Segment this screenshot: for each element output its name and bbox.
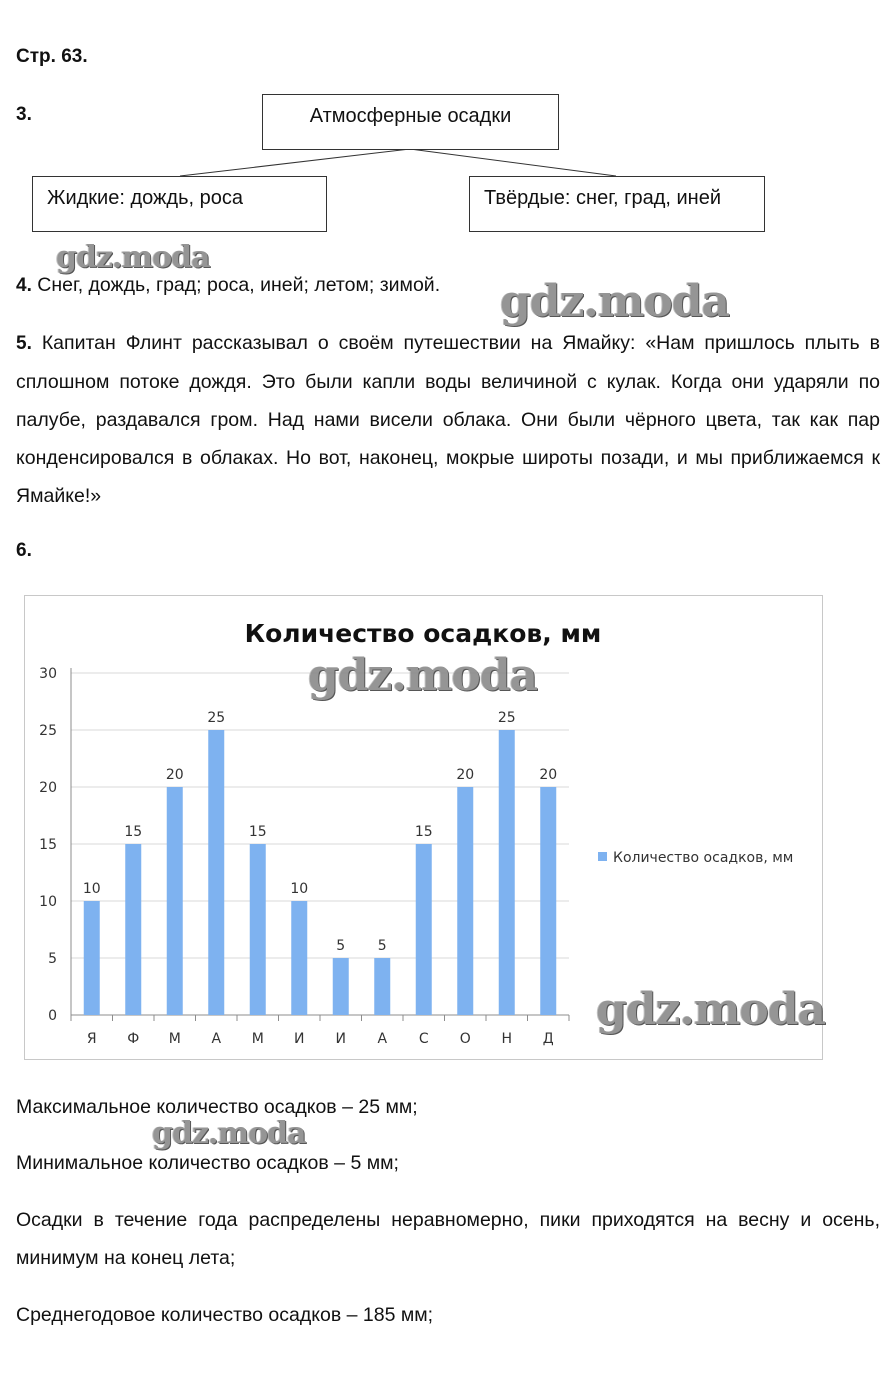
legend-swatch	[598, 852, 607, 861]
chart-frame	[24, 595, 826, 1060]
bar	[416, 844, 432, 1015]
bar-value-label: 10	[82, 881, 101, 897]
bar-value-label: 5	[377, 938, 387, 954]
bar	[167, 787, 183, 1015]
legend-label: Количество осадков, мм	[613, 850, 794, 866]
question-4-text: Снег, дождь, град; роса, иней; летом; зимой.	[37, 274, 441, 296]
connector-right	[410, 149, 616, 176]
x-tick-label: А	[377, 1031, 388, 1047]
x-tick-label: М	[251, 1031, 264, 1047]
precipitation-chart	[25, 596, 822, 1059]
conclusion-annual: Среднегодовое количество осадков – 185 мм;	[16, 1304, 434, 1326]
watermark-4: gdz.moda	[596, 984, 826, 1035]
diagram-root-label: Атмосферные осадки	[309, 105, 512, 127]
bar-value-label: 5	[336, 938, 346, 954]
x-tick-label: Я	[86, 1031, 97, 1047]
bar	[208, 730, 224, 1015]
bar	[84, 901, 100, 1015]
bar	[333, 958, 349, 1015]
diagram-left-label: Жидкие: дождь, роса	[47, 187, 243, 209]
bar-value-label: 15	[124, 824, 143, 840]
question-5	[16, 324, 880, 515]
y-tick-label: 10	[39, 894, 57, 910]
question-3-number: 3.	[16, 104, 32, 125]
bar-value-label: 10	[290, 881, 309, 897]
x-tick-label: Ф	[127, 1031, 140, 1047]
bar-value-label: 15	[414, 824, 433, 840]
x-tick-label: С	[418, 1031, 429, 1047]
conclusion-max: Максимальное количество осадков – 25 мм;	[16, 1096, 418, 1118]
y-tick-label: 15	[39, 837, 57, 853]
x-tick-label: О	[459, 1031, 471, 1047]
diagram-left-box	[32, 176, 327, 232]
bar	[374, 958, 390, 1015]
watermark-3: gdz.moda	[308, 650, 538, 701]
bar	[457, 787, 473, 1015]
x-tick-label: И	[294, 1031, 305, 1047]
question-4	[16, 266, 876, 305]
page-number: Стр. 63.	[16, 46, 88, 67]
y-tick-label: 30	[39, 666, 57, 682]
x-tick-label: М	[168, 1031, 181, 1047]
diagram-right-box	[469, 176, 765, 232]
question-4-number: 4.	[16, 275, 32, 296]
bar	[250, 844, 266, 1015]
chart-title: Количество осадков, мм	[244, 619, 602, 648]
diagram-root-box	[262, 94, 559, 150]
connector-left	[180, 149, 410, 176]
x-tick-label: А	[211, 1031, 222, 1047]
conclusion-min: Минимальное количество осадков – 5 мм;	[16, 1152, 399, 1174]
y-tick-label: 20	[39, 780, 57, 796]
y-tick-label: 25	[39, 723, 57, 739]
x-tick-label: Н	[501, 1031, 513, 1047]
conclusion-distribution: Осадки в течение года распределены неравномерно, пики приходятся на весну и осень, минимум на конец лета;	[16, 1209, 880, 1269]
question-5-text: Капитан Флинт рассказывал о своём путешествии на Ямайку: «Нам пришлось плыть в сплошном потоке дождя. Это были капли воды величиной с кулак. Когда они ударяли по палубе, раздавался гром. Над нами висели облака. Они были чёрного цвета, так как пар конденсировался в облаках. Но вот, наконец, мокрые широты позади, и мы приближаемся к Ямайке!»	[16, 332, 881, 507]
chart-bars	[84, 730, 557, 1015]
bar	[540, 787, 556, 1015]
watermark-1: gdz.moda	[56, 240, 210, 275]
x-tick-label: И	[335, 1031, 346, 1047]
bar-value-label: 25	[207, 710, 226, 726]
x-tick-label: Д	[542, 1031, 554, 1047]
bar-value-label: 20	[539, 767, 558, 783]
question-6-number: 6.	[16, 540, 32, 561]
y-tick-label: 0	[48, 1008, 57, 1024]
bar	[125, 844, 141, 1015]
bar-value-label: 20	[456, 767, 475, 783]
bar-value-label: 15	[248, 824, 267, 840]
y-tick-label: 5	[48, 951, 57, 967]
chart-gridlines	[71, 673, 569, 958]
diagram-right-label: Твёрдые: снег, град, иней	[484, 187, 722, 209]
bar-value-label: 20	[165, 767, 184, 783]
watermark-2: gdz.moda	[500, 276, 730, 327]
question-5-number: 5.	[16, 333, 32, 354]
bar	[291, 901, 307, 1015]
bar	[499, 730, 515, 1015]
chart-legend	[598, 850, 793, 866]
bar-value-label: 25	[497, 710, 516, 726]
watermark-5: gdz.moda	[152, 1116, 306, 1151]
